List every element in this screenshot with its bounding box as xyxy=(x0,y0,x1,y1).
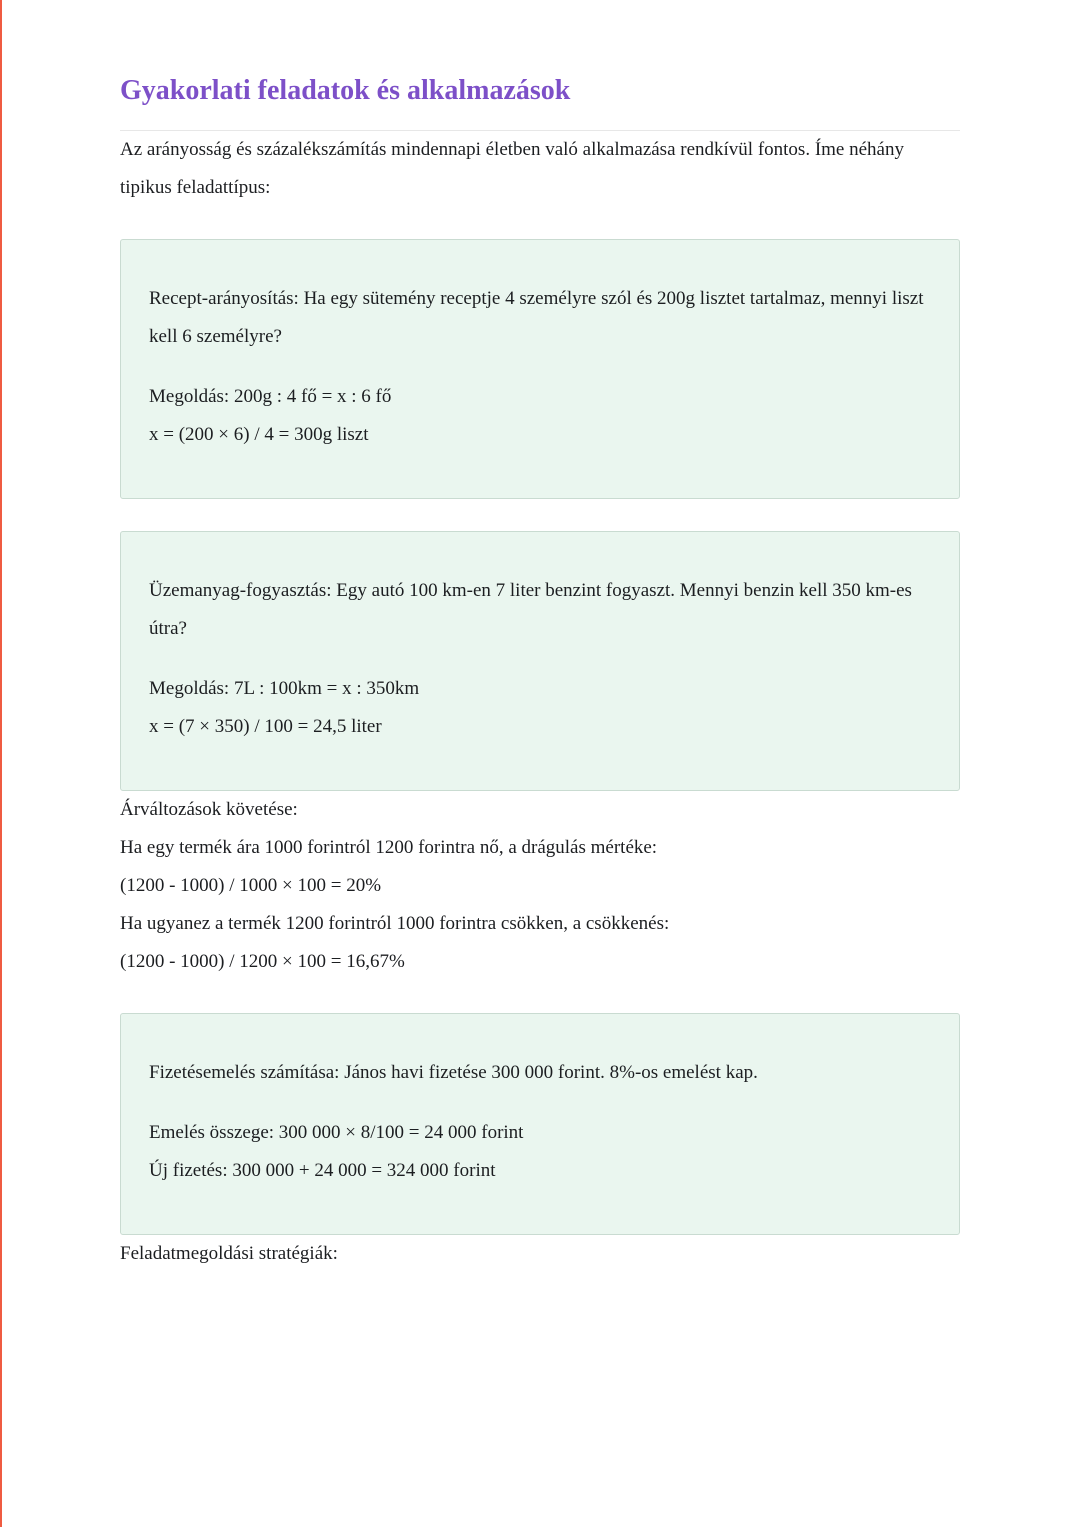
callout-solution xyxy=(149,378,931,454)
solution-line: x = (200 × 6) / 4 = 300g liszt xyxy=(149,423,369,445)
callout-salary-raise xyxy=(120,1013,960,1235)
left-accent-stripe xyxy=(0,0,2,1527)
intro-paragraph: Az arányosság és százalékszámítás mindennapi életben való alkalmazása rendkívül fontos. Íme néhány tipikus feladattípus: xyxy=(120,138,904,198)
price-decrease-paragraph xyxy=(120,905,960,981)
callout-solution xyxy=(149,1114,931,1190)
solution-line: Megoldás: 7L : 100km = x : 350km xyxy=(149,677,420,699)
callout-question: Recept-arányosítás: Ha egy sütemény receptje 4 személyre szól és 200g lisztet tartalmaz, mennyi liszt kell 6 személyre? xyxy=(149,287,924,347)
price-increase-paragraph xyxy=(120,829,960,905)
callout-recipe-proportion xyxy=(120,239,960,499)
callout-question: Üzemanyag-fogyasztás: Egy autó 100 km-en 7 liter benzint fogyaszt. Mennyi benzin kell 350 km-es útra? xyxy=(149,579,912,639)
solution-line: Emelés összege: 300 000 × 8/100 = 24 000 forint xyxy=(149,1121,524,1143)
section-title-strategies: Feladatmegoldási stratégiák: xyxy=(120,1242,338,1264)
page-title: Gyakorlati feladatok és alkalmazások xyxy=(120,75,571,106)
document-content xyxy=(120,0,960,1273)
callout-solution xyxy=(149,670,931,746)
callout-question: Fizetésemelés számítása: János havi fizetése 300 000 forint. 8%-os emelést kap. xyxy=(149,1061,758,1083)
price-decrease-formula: (1200 - 1000) / 1200 × 100 = 16,67% xyxy=(120,950,405,972)
solution-line: x = (7 × 350) / 100 = 24,5 liter xyxy=(149,715,382,737)
section-title-price-changes: Árváltozások követése: xyxy=(120,798,298,820)
price-increase-formula: (1200 - 1000) / 1000 × 100 = 20% xyxy=(120,874,382,896)
solution-line: Megoldás: 200g : 4 fő = x : 6 fő xyxy=(149,385,392,407)
solution-line: Új fizetés: 300 000 + 24 000 = 324 000 forint xyxy=(149,1159,496,1181)
price-decrease-text: Ha ugyanez a termék 1200 forintról 1000 forintra csökken, a csökkenés: xyxy=(120,912,670,934)
callout-fuel-consumption xyxy=(120,531,960,791)
price-increase-text: Ha egy termék ára 1000 forintról 1200 forintra nő, a drágulás mértéke: xyxy=(120,836,658,858)
